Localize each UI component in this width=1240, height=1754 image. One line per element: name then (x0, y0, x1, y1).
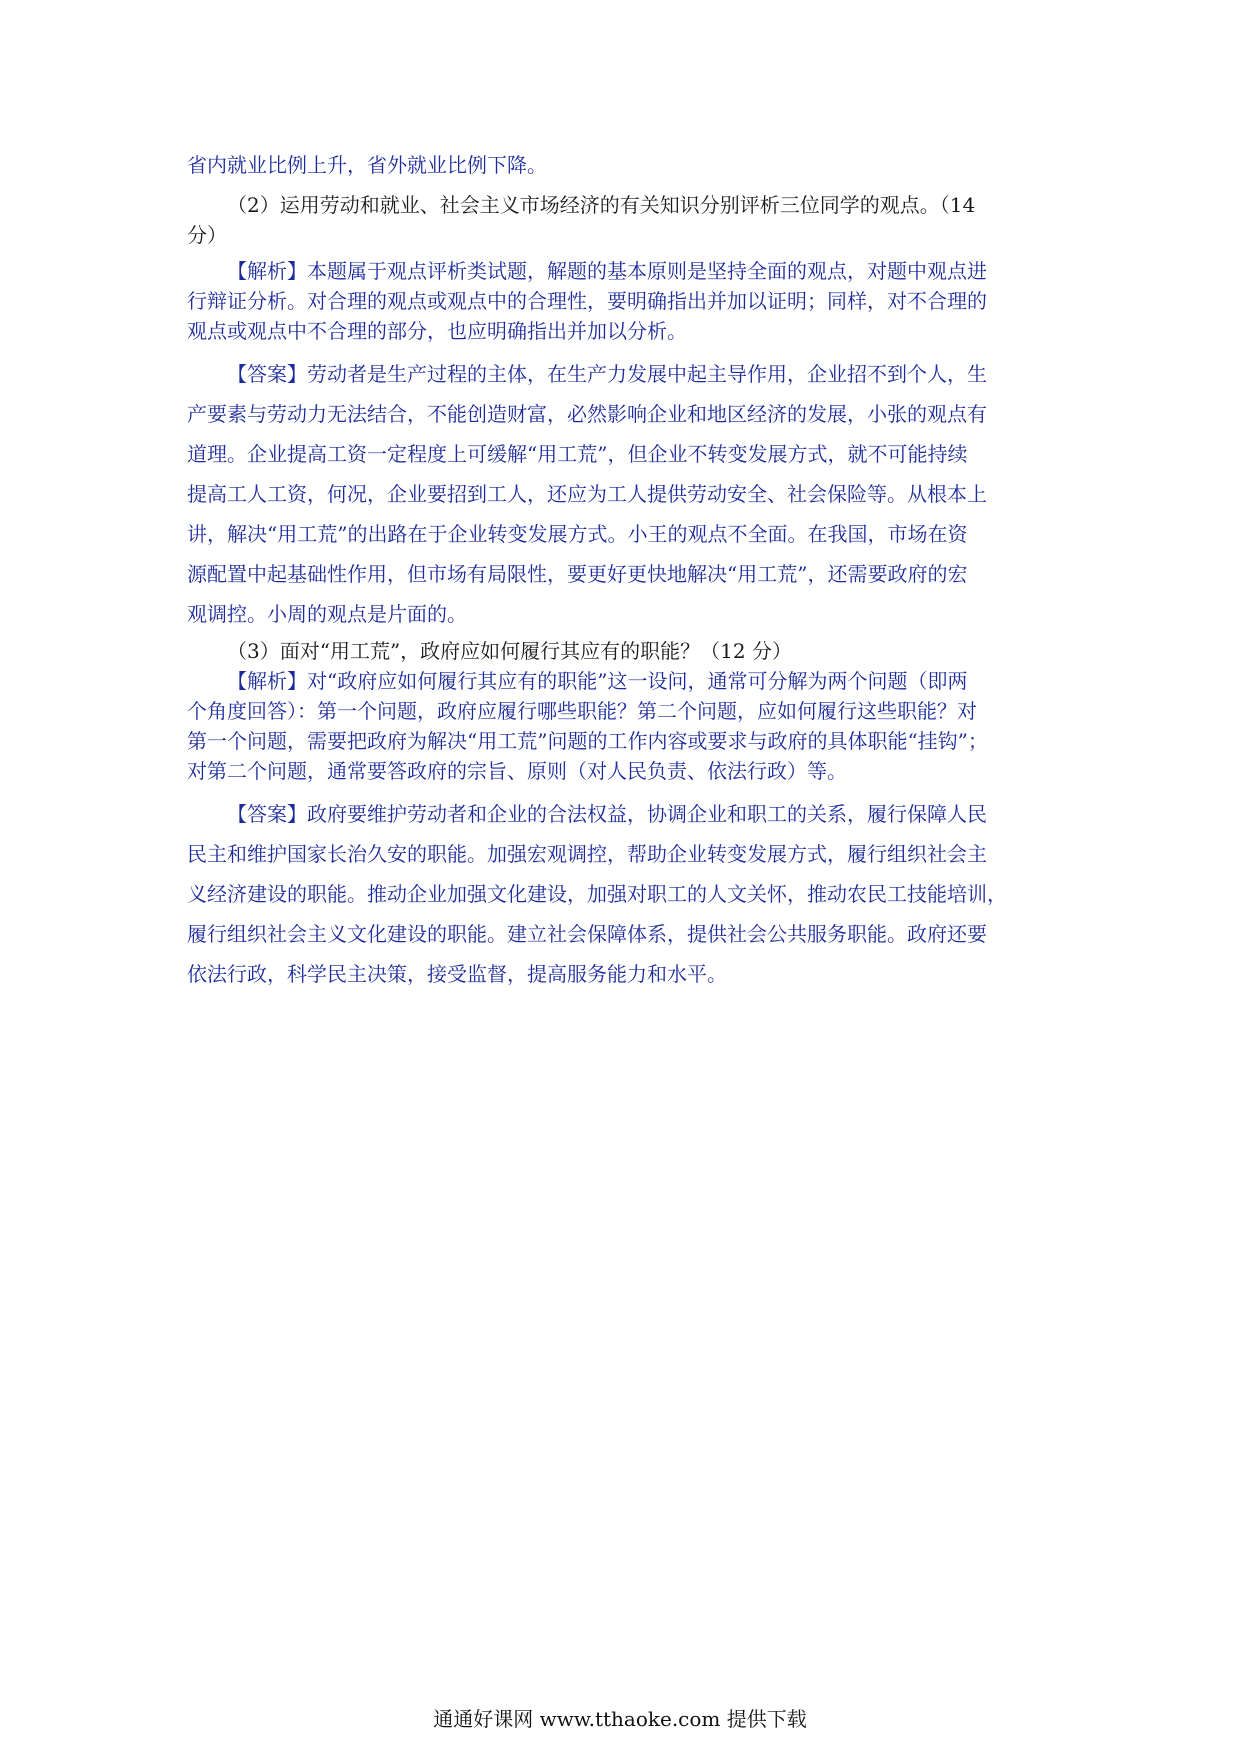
analysis-line: 行辩证分析。对合理的观点或观点中的合理性，要明确指出并加以证明；同样，对不合理的 (187, 289, 987, 313)
answer-line: 提高工人工资，何况，企业要招到工人，还应为工人提供劳动安全、社会保险等。从根本上 (187, 482, 987, 506)
answer-line: 依法行政，科学民主决策，接受监督，提高服务能力和水平。 (187, 962, 727, 986)
analysis-line: 【解析】对“政府应如何履行其应有的职能”这一设问，通常可分解为两个问题（即两 (227, 669, 968, 693)
analysis-line: 观点或观点中不合理的部分，也应明确指出并加以分析。 (187, 319, 687, 343)
question-2-line-2: 分） (187, 223, 227, 247)
question-3-line-1: （3）面对“用工荒”，政府应如何履行其应有的职能？（12 分） (227, 639, 792, 663)
page-content (187, 150, 1057, 994)
answer-line: 产要素与劳动力无法结合，不能创造财富，必然影响企业和地区经济的发展，小张的观点有 (187, 402, 987, 426)
page-footer: 通通好课网 www.tthaoke.com 提供下载 (433, 1707, 807, 1731)
question-3-analysis (187, 666, 1057, 786)
answer-line: 观调控。小周的观点是片面的。 (187, 602, 467, 626)
analysis-line: 个角度回答）：第一个问题，政府应履行哪些职能？第二个问题，应如何履行这些职能？对 (187, 699, 977, 723)
answer-line: 民主和维护国家长治久安的职能。加强宏观调控，帮助企业转变发展方式，履行组织社会主 (187, 842, 987, 866)
answer-line: 源配置中起基础性作用，但市场有局限性，要更好更快地解决“用工荒”，还需要政府的宏 (187, 562, 968, 586)
analysis-line: 对第二个问题，通常要答政府的宗旨、原则（对人民负责、依法行政）等。 (187, 759, 847, 783)
answer-line: 义经济建设的职能。推动企业加强文化建设，加强对职工的人文关怀，推动农民工技能培训， (187, 882, 1007, 906)
analysis-line: 第一个问题，需要把政府为解决“用工荒”问题的工作内容或要求与政府的具体职能“挂钩”； (187, 729, 988, 753)
previous-answer-continuation: 省内就业比例上升，省外就业比例下降。 (187, 153, 547, 177)
answer-line: 【答案】劳动者是生产过程的主体，在生产力发展中起主导作用，企业招不到个人，生 (227, 362, 987, 386)
question-2-analysis (187, 256, 1057, 346)
answer-line: 【答案】政府要维护劳动者和企业的合法权益，协调企业和职工的关系，履行保障人民 (227, 802, 987, 826)
answer-line: 履行组织社会主义文化建设的职能。建立社会保障体系，提供社会公共服务职能。政府还要 (187, 922, 987, 946)
question-2-answer (187, 354, 1057, 634)
answer-line: 讲，解决“用工荒”的出路在于企业转变发展方式。小王的观点不全面。在我国，市场在资 (187, 522, 968, 546)
answer-line: 道理。企业提高工资一定程度上可缓解“用工荒”，但企业不转变发展方式，就不可能持续 (187, 442, 968, 466)
analysis-line: 【解析】本题属于观点评析类试题，解题的基本原则是坚持全面的观点，对题中观点进 (227, 259, 987, 283)
question-3-answer (187, 794, 1057, 994)
question-2-line-1: （2）运用劳动和就业、社会主义市场经济的有关知识分别评析三位同学的观点。（14 (227, 193, 976, 217)
